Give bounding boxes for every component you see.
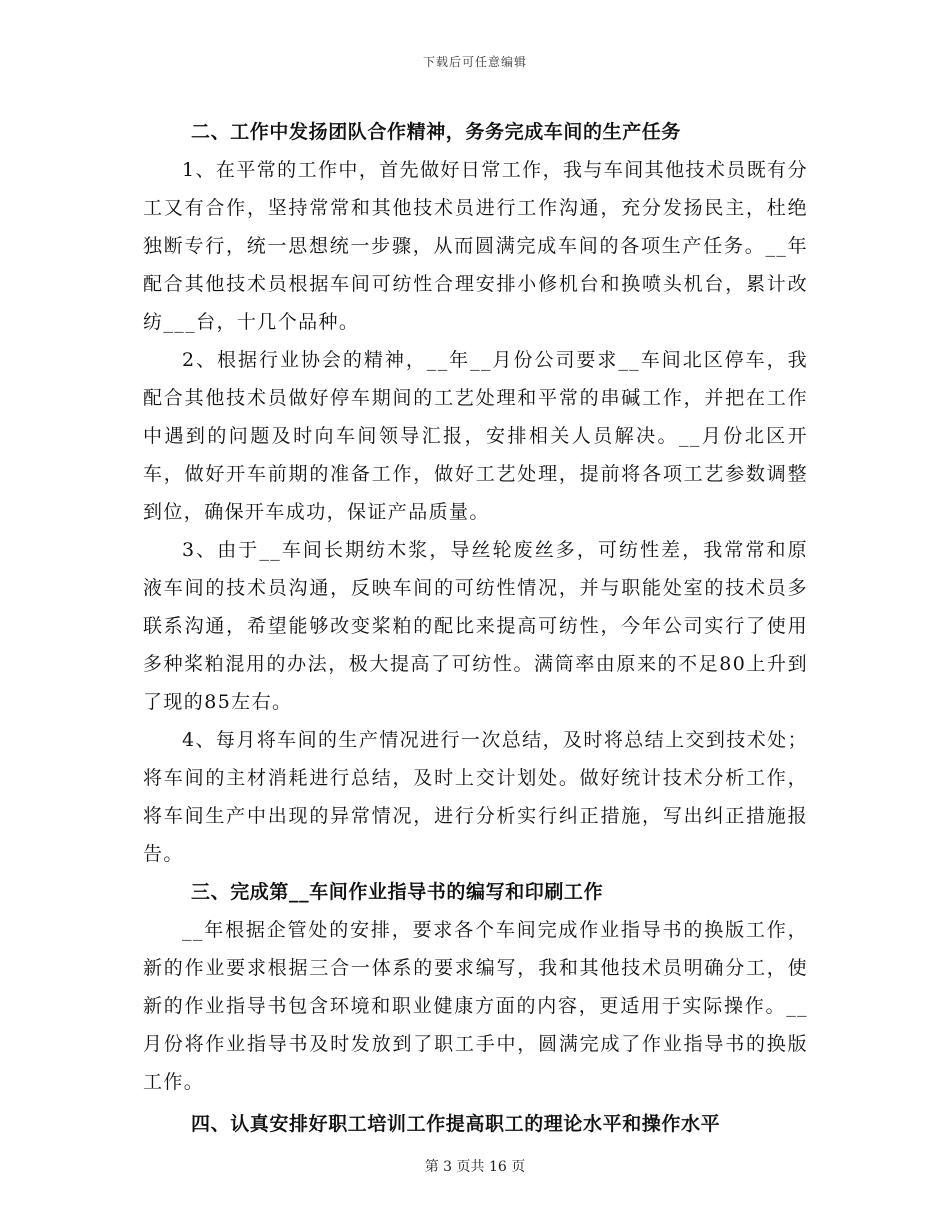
section-2-paragraph-3: 3、由于__车间长期纺木浆，导丝轮废丝多，可纺性差，我常常和原液车间的技术员沟通，反映车间的可纺性情况，并与职能处室的技术员多联系沟通，希望能够改变桨粕的配比来提高可纺性，今年公司实行了使用多种桨粕混用的办法，极大提高了可纺性。满筒率由原来的不足80上升到了现的85左右。 (143, 539, 808, 713)
header-note: 下载后可任意编辑 (422, 55, 527, 69)
section-3-heading: 三、完成第__车间作业指导书的编写和印刷工作 (191, 881, 604, 903)
section-2-paragraph-2: 2、根据行业协会的精神，__年__月份公司要求__车间北区停车，我配合其他技术员做好停车期间的工艺处理和平常的串碱工作，并把在工作中遇到的问题及时向车间领导汇报，安排相关人员解决。__月份北区开车，做好开车前期的准备工作，做好工艺处理，提前将各项工艺参数调整到位，确保开车成功，保证产品质量。 (143, 349, 808, 523)
section-2-paragraph-1: 1、在平常的工作中，首先做好日常工作，我与车间其他技术员既有分工又有合作，坚持常常和其他技术员进行工作沟通，充分发扬民主，杜绝独断专行，统一思想统一步骤，从而圆满完成车间的各项生产任务。__年配合其他技术员根据车间可纺性合理安排小修机台和换喷头机台，累计改纺___台，十几个品种。 (143, 159, 808, 333)
section-2-paragraph-4: 4、每月将车间的生产情况进行一次总结，及时将总结上交到技术处；将车间的主材消耗进行总结，及时上交计划处。做好统计技术分析工作，将车间生产中出现的异常情况，进行分析实行纠正措施，写出纠正措施报告。 (143, 729, 808, 865)
section-4-heading: 四、认真安排好职工培训工作提高职工的理论水平和操作水平 (191, 1113, 721, 1135)
section-2-heading: 二、工作中发扬团队合作精神，务务完成车间的生产任务 (191, 121, 682, 143)
document-body (143, 113, 808, 1143)
page-footer: 第 3 页共 16 页 (424, 1159, 526, 1175)
section-3-paragraph-1: __年根据企管处的安排，要求各个车间完成作业指导书的换版工作，新的作业要求根据三合一体系的要求编写，我和其他技术员明确分工，使新的作业指导书包含环境和职业健康方面的内容，更适用于实际操作。__月份将作业指导书及时发放到了职工手中，圆满完成了作业指导书的换版工作。 (143, 919, 808, 1093)
